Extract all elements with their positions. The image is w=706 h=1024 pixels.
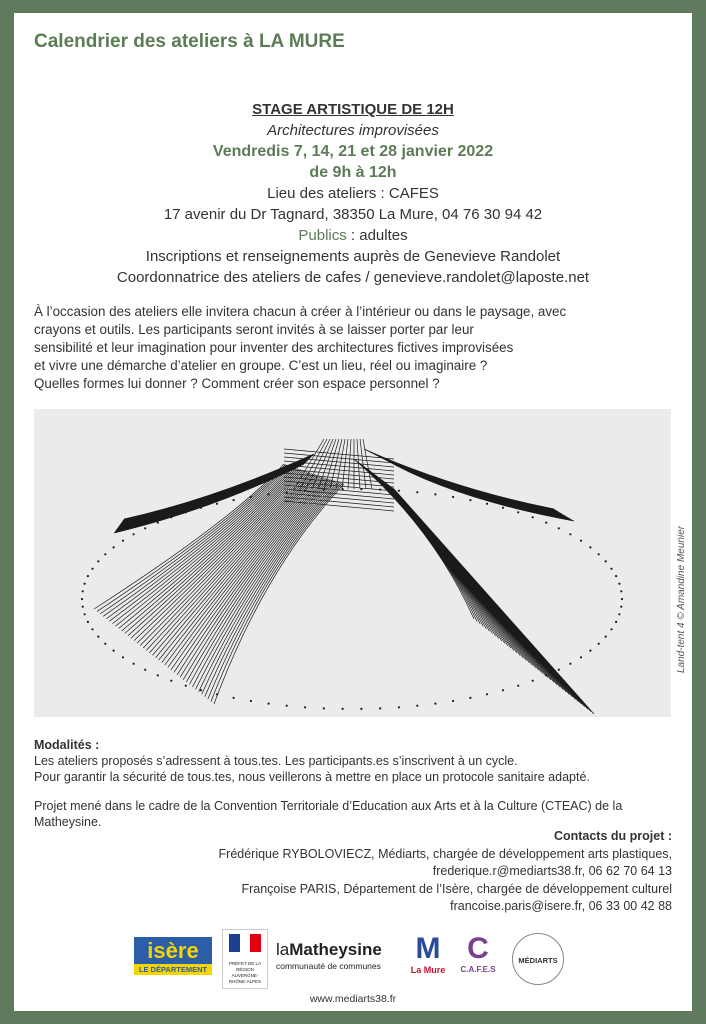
poster-page xyxy=(14,13,692,1011)
intro-text xyxy=(34,303,674,393)
projet-text: Projet mené dans le cadre de la Convention Territoriale d’Education aux Arts et à la Culture (CTEAC) de la Matheysine. xyxy=(34,799,623,829)
partner-logos xyxy=(14,929,692,989)
publics-value: : adultes xyxy=(346,227,408,244)
contact-line: frederique.r@mediarts38.fr, 06 62 70 64 13 xyxy=(432,864,672,878)
ground-dots xyxy=(81,488,623,710)
modalites-section xyxy=(34,737,674,785)
event-coordination: Coordonnatrice des ateliers de cafes / genevieve.randolet@laposte.net xyxy=(116,269,590,286)
contacts-section xyxy=(72,828,672,916)
tent-drawing xyxy=(34,409,671,717)
event-venue: Lieu des ateliers : CAFES xyxy=(267,185,439,202)
intro-line: sensibilité et leur imagination pour inventer des architectures fictives improvisées xyxy=(34,340,514,355)
event-address: 17 avenir du Dr Tagnard, 38350 La Mure, 04 76 30 94 42 xyxy=(163,206,543,223)
publics-label: Publics xyxy=(298,227,347,244)
contact-line: Françoise PARIS, Département de l’Isère, chargée de développement culturel xyxy=(241,881,672,896)
marianne-icon xyxy=(223,930,267,956)
artwork-credit: Land-tent 4 © Amandine Meunier xyxy=(676,525,687,673)
modalites-line: Pour garantir la sécurité de tous.tes, nous veillerons à mettre en place un protocole sanitaire adapté. xyxy=(34,770,590,784)
contacts-title: Contacts du projet : xyxy=(553,829,672,843)
event-dates: Vendredis 7, 14, 21 et 28 janvier 2022 xyxy=(212,143,494,160)
tent-strokes xyxy=(94,439,594,714)
mediarts-logo: MÉDIARTS xyxy=(512,933,564,985)
matheysine-logo: laMatheysine communauté de communes xyxy=(276,940,382,971)
intro-line: crayons et outils. Les participants seront invités à se laisser porter par leur xyxy=(34,322,474,337)
event-hours: de 9h à 12h xyxy=(309,164,397,181)
footer-url[interactable]: www.mediarts38.fr xyxy=(309,993,397,1005)
event-publics xyxy=(14,225,692,246)
intro-line: et vivre une démarche d’atelier en groupe. C’est un lieu, réel ou imaginaire ? xyxy=(34,358,488,373)
isere-logo: isère LE DÉPARTEMENT xyxy=(134,937,212,977)
stage-title: STAGE ARTISTIQUE DE 12H xyxy=(252,101,454,118)
event-inscriptions: Inscriptions et renseignements auprès de Genevieve Randolet xyxy=(145,248,561,265)
cafes-logo: C C.A.F.E.S xyxy=(460,932,496,974)
modalites-label: Modalités : xyxy=(34,738,100,752)
la-mure-logo: M La Mure xyxy=(410,932,446,975)
prefet-logo: PRÉFET DE LA RÉGION AUVERGNE-RHÔNE-ALPES xyxy=(222,929,268,989)
stage-subtitle: Architectures improvisées xyxy=(267,122,439,139)
modalites-line: Les ateliers proposés s’adressent à tous.tes. Les participants.es s’inscrivent à un cycle. xyxy=(34,754,518,768)
contact-line: Frédérique RYBOLOVIECZ, Médiarts, chargée de développement arts plastiques, xyxy=(218,846,672,861)
contact-line: francoise.paris@isere.fr, 06 33 00 42 88 xyxy=(450,899,672,913)
artwork-image xyxy=(34,409,671,717)
intro-line: À l’occasion des ateliers elle invitera chacun à créer à l’intérieur ou dans le paysage, avec xyxy=(34,304,567,319)
intro-line: Quelles formes lui donner ? Comment créer son espace personnel ? xyxy=(34,376,440,391)
event-details xyxy=(14,99,692,288)
page-title: Calendrier des ateliers à LA MURE xyxy=(34,31,345,52)
